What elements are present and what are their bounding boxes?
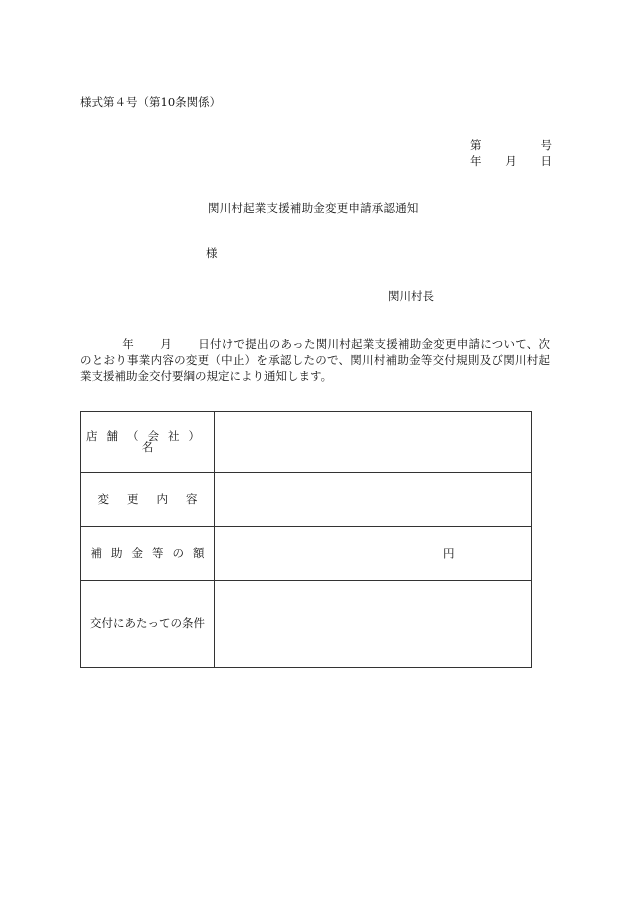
body-paragraph	[80, 336, 550, 384]
value-change-content	[215, 473, 532, 527]
document-number-line	[470, 140, 552, 152]
date-line	[470, 156, 552, 168]
table-row	[81, 527, 532, 581]
table-row	[81, 412, 532, 473]
label-subsidy-amount: 補助金等の額	[81, 527, 215, 581]
label-change-content: 変更内容	[81, 473, 215, 527]
label-conditions: 交付にあたっての条件	[81, 581, 215, 668]
value-conditions	[215, 581, 532, 668]
body-month: 月	[160, 337, 173, 351]
form-number: 様式第４号（第10条関係）	[80, 95, 222, 109]
table-row	[81, 473, 532, 527]
addressee-suffix: 様	[206, 246, 218, 260]
document-title: 関川村起業支援補助金変更申請承認通知	[208, 201, 419, 215]
table-row	[81, 581, 532, 668]
value-shop-name	[215, 412, 532, 473]
yen-unit: 円	[443, 545, 455, 560]
sender-name: 関川村長	[388, 289, 434, 303]
date-day: 日	[540, 154, 552, 168]
document-number-suffix: 号	[540, 138, 552, 152]
value-subsidy-amount	[215, 527, 532, 581]
details-table	[80, 411, 532, 668]
date-month: 月	[505, 154, 517, 168]
label-shop-name: 店舗（会社）名	[81, 412, 215, 473]
body-text: 日付けで提出のあった関川村起業支援補助金変更申請について、次のとおり事業内容の変更（中止）を承認したので、関川村補助金等交付規則及び関川村起業支援補助金交付要綱の規定により通知します。	[80, 337, 551, 383]
body-year: 年	[122, 337, 135, 351]
document-number-prefix: 第	[470, 138, 482, 152]
date-year: 年	[470, 154, 482, 168]
